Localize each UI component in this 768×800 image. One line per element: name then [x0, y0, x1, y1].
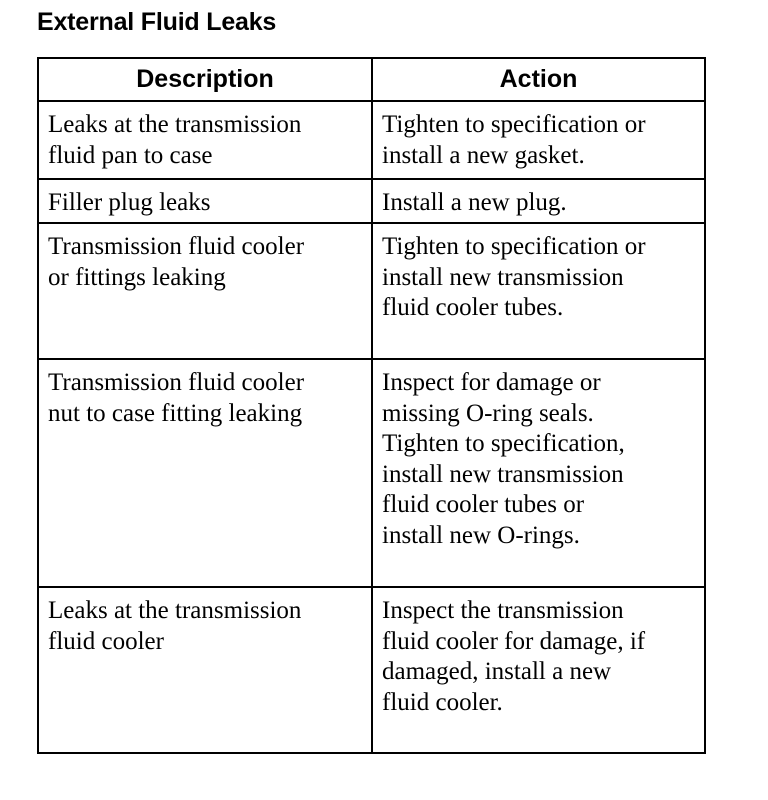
table-row — [38, 179, 705, 223]
description-cell — [38, 587, 372, 753]
table-row — [38, 587, 705, 753]
page-title: External Fluid Leaks — [37, 8, 277, 36]
table-row — [38, 359, 705, 587]
description-text: Leaks at the transmission fluid cooler — [48, 597, 302, 655]
action-cell — [372, 359, 705, 587]
description-cell — [38, 179, 372, 223]
action-text: Tighten to specification or install new transmission fluid cooler tubes. — [382, 233, 646, 321]
description-cell — [38, 223, 372, 359]
action-cell — [372, 223, 705, 359]
description-text: Filler plug leaks — [48, 189, 211, 216]
column-header-action: Action — [372, 58, 705, 101]
action-cell — [372, 179, 705, 223]
description-text: Transmission fluid cooler or fittings leaking — [48, 233, 305, 291]
column-header-description: Description — [38, 58, 372, 101]
table-row — [38, 223, 705, 359]
action-text: Tighten to specification or install a new gasket. — [382, 111, 646, 169]
description-text: Leaks at the transmission fluid pan to case — [48, 111, 302, 169]
fluid-leaks-table — [37, 57, 706, 754]
description-text: Transmission fluid cooler nut to case fitting leaking — [48, 369, 305, 427]
action-text: Install a new plug. — [382, 189, 567, 216]
action-text: Inspect the transmission fluid cooler for damage, if damaged, install a new fluid cooler. — [382, 597, 646, 716]
table-header-row — [38, 58, 705, 101]
description-cell — [38, 359, 372, 587]
table-row — [38, 101, 705, 179]
action-text: Inspect for damage or missing O-ring seals. Tighten to specification, install new transmission fluid cooler tubes or install new O-rings. — [382, 369, 625, 549]
action-cell — [372, 101, 705, 179]
description-cell — [38, 101, 372, 179]
action-cell — [372, 587, 705, 753]
